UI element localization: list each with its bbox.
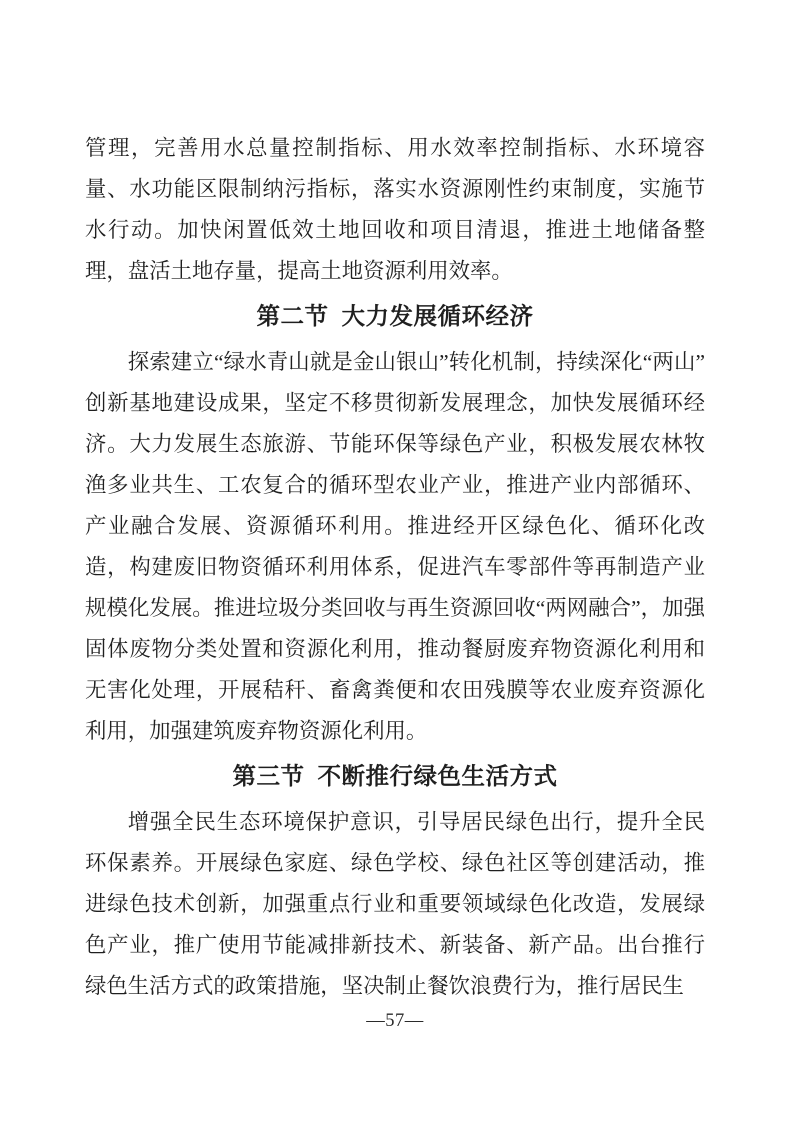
section-3-title: 不断推行绿色生活方式 bbox=[317, 764, 558, 790]
section-2-label: 第二节 bbox=[256, 304, 329, 330]
section-2-heading bbox=[85, 296, 705, 338]
section-3-label: 第三节 bbox=[232, 764, 305, 790]
section-2-title: 大力发展循环经济 bbox=[341, 304, 534, 330]
paragraph-water-land-management: 管理，完善用水总量控制指标、用水效率控制指标、水环境容量、水功能区限制纳污指标，落实水资源刚性约束制度，实施节水行动。加快闲置低效土地回收和项目清退，推进土地储备整理，盘活土地存量，提高土地资源利用效率。 bbox=[85, 136, 705, 283]
section-3-heading bbox=[85, 756, 705, 798]
paragraph-circular-economy: 探索建立“绿水青山就是金山银山”转化机制，持续深化“两山”创新基地建设成果，坚定不移贯彻新发展理念，加快发展循环经济。大力发展生态旅游、节能环保等绿色产业，积极发展农林牧渔多业共生、工农复合的循环型农业产业，推进产业内部循环、产业融合发展、资源循环利用。推进经开区绿色化、循环化改造，构建废旧物资循环利用体系，促进汽车零部件等再制造产业规模化发展。推进垃圾分类回收与再生资源回收“两网融合”，加强固体废物分类处置和资源化利用，推动餐厨废弃物资源化利用和无害化处理，开展秸秆、畜禽粪便和农田残膜等农业废弃资源化利用，加强建筑废弃物资源化利用。 bbox=[85, 350, 705, 743]
paragraph-green-lifestyle: 增强全民生态环境保护意识，引导居民绿色出行，提升全民环保素养。开展绿色家庭、绿色学校、绿色社区等创建活动，推进绿色技术创新，加强重点行业和重要领域绿色化改造，发展绿色产业，推广使用节能减排新技术、新装备、新产品。出台推行绿色生活方式的政策措施，坚决制止餐饮浪费行为，推行居民生 bbox=[85, 810, 705, 998]
page-number: —57— bbox=[366, 1011, 424, 1031]
